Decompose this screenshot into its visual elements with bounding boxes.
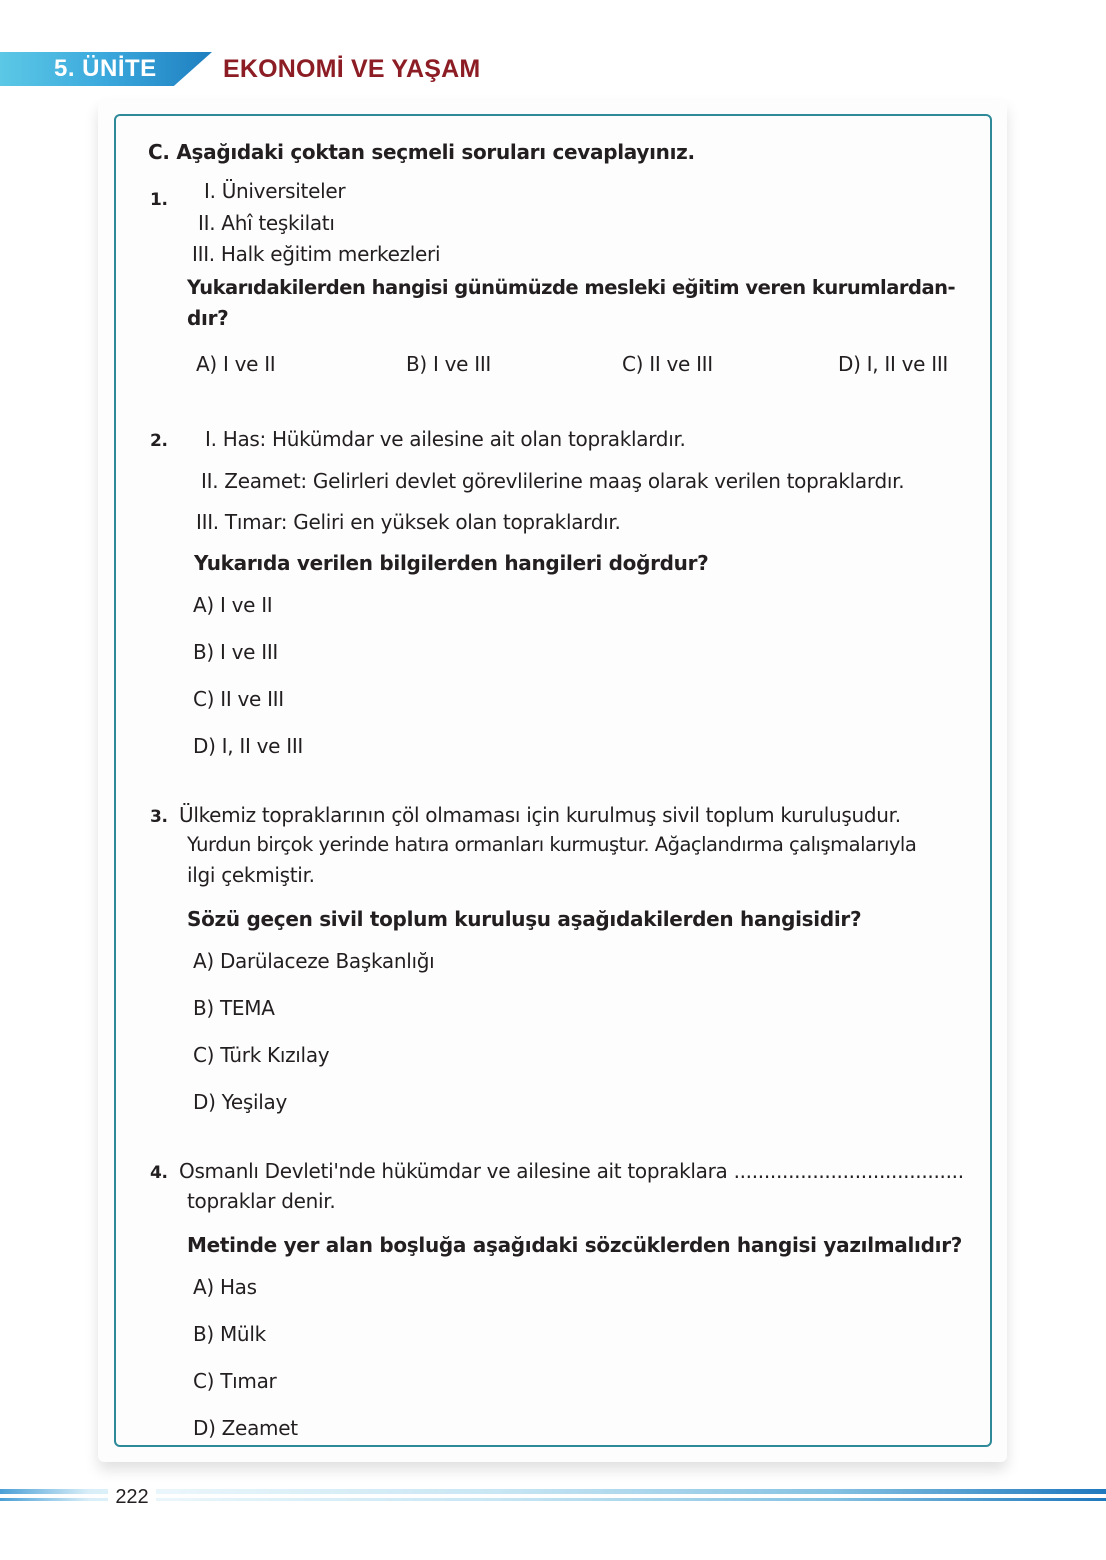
answer-option[interactable]: C) Tımar [193,1369,277,1393]
statement-item: Osmanlı Devleti'nde hükümdar ve ailesine ait topraklara ...................................... [179,1159,964,1183]
answer-option[interactable]: D) Yeşilay [193,1090,288,1114]
statement-item: II. Ahî teşkilatı [198,211,335,235]
question-prompt: Yukarıda verilen bilgilerden hangileri doğrdur? [194,551,709,575]
answer-option[interactable]: B) Mülk [193,1322,266,1346]
statement-item: II. Zeamet: Gelirleri devlet görevlilerine maaş olarak verilen topraklardır. [201,469,905,493]
page-number: 222 [108,1484,156,1510]
answer-option[interactable]: D) I, II ve III [193,734,304,758]
answer-option[interactable]: C) II ve III [622,352,713,376]
question-prompt: dır? [187,306,229,330]
answer-option[interactable]: A) I ve II [193,593,273,617]
question-number: 4. [150,1163,168,1183]
question-number: 1. [150,190,168,210]
question-prompt: Yukarıdakilerden hangisi günümüzde mesleki eğitim veren kurumlardan- [187,276,956,299]
footer-stripe [0,1498,1106,1501]
question-prompt: Sözü geçen sivil toplum kuruluşu aşağıdakilerden hangisidir? [187,907,862,931]
answer-option[interactable]: D) Zeamet [193,1416,298,1440]
statement-item: I. Has: Hükümdar ve ailesine ait olan topraklardır. [205,427,686,451]
question-prompt: Metinde yer alan boşluğa aşağıdaki sözcüklerden hangisi yazılmalıdır? [187,1233,963,1257]
statement-item: ilgi çekmiştir. [187,863,315,887]
answer-option[interactable]: A) Darülaceze Başkanlığı [193,949,435,973]
statement-item: III. Tımar: Geliri en yüksek olan topraklardır. [196,510,621,534]
statement-item: topraklar denir. [187,1189,336,1213]
answer-option[interactable]: D) I, II ve III [838,352,949,376]
footer-stripe [0,1489,1106,1494]
statement-item: III. Halk eğitim merkezleri [192,242,441,266]
statement-item: Yurdun birçok yerinde hatıra ormanları kurmuştur. Ağaçlandırma çalışmalarıyla [187,833,917,856]
answer-option[interactable]: B) I ve III [193,640,279,664]
question-number: 3. [150,807,168,827]
question-number: 2. [150,431,168,451]
answer-option[interactable]: A) Has [193,1275,257,1299]
answer-option[interactable]: A) I ve II [196,352,276,376]
answer-option[interactable]: C) Türk Kızılay [193,1043,330,1067]
answer-option[interactable]: C) II ve III [193,687,284,711]
unit-title: EKONOMİ VE YAŞAM [223,55,481,83]
statement-item: Ülkemiz topraklarının çöl olmaması için kurulmuş sivil toplum kuruluşudur. [179,803,901,827]
statement-item: I. Üniversiteler [204,179,346,203]
unit-label: 5. ÜNİTE [54,55,157,82]
answer-option[interactable]: B) TEMA [193,996,275,1020]
answer-option[interactable]: B) I ve III [406,352,492,376]
section-title: C. Aşağıdaki çoktan seçmeli soruları cevaplayınız. [148,140,695,164]
